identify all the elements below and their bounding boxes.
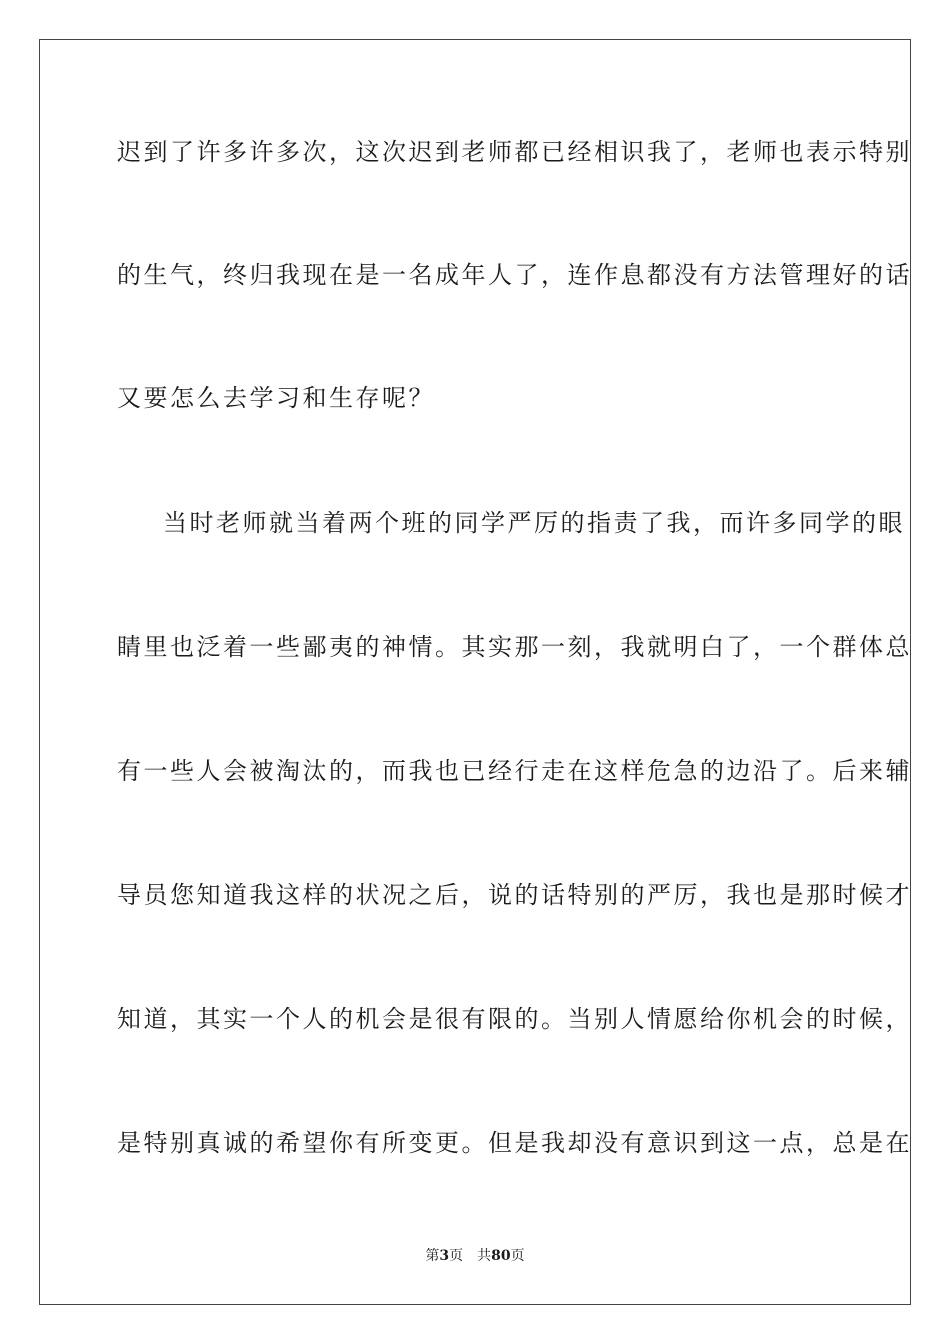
page-prefix: 第 [425, 1248, 440, 1264]
body-line-1: 迟到了许多许多次，这次迟到老师都已经相识我了，老师也表示特别 [117, 138, 912, 166]
page-suffix: 页 [449, 1248, 464, 1264]
body-line-8: 知道，其实一个人的机会是很有限的。当别人情愿给你机会的时候， [117, 1005, 912, 1033]
body-line-4: 当时老师就当着两个班的同学严厉的指责了我，而许多同学的眼 [163, 509, 905, 537]
total-prefix: 共 [477, 1248, 492, 1264]
total-suffix: 页 [510, 1248, 525, 1264]
page-border [39, 39, 911, 1305]
body-line-7: 导员您知道我这样的状况之后，说的话特别的严厉，我也是那时候才 [117, 881, 912, 909]
body-line-2: 的生气，终归我现在是一名成年人了，连作息都没有方法管理好的话 [117, 261, 912, 289]
body-line-9: 是特别真诚的希望你有所变更。但是我却没有意识到这一点，总是在 [117, 1129, 912, 1157]
total-pages: 80 [491, 1248, 511, 1264]
body-line-3: 又要怎么去学习和生存呢？ [117, 384, 435, 412]
body-line-5: 睛里也泛着一些鄙夷的神情。其实那一刻，我就明白了，一个群体总 [117, 633, 912, 661]
page-footer [0, 1247, 950, 1265]
page-number: 3 [439, 1248, 450, 1264]
body-line-6: 有一些人会被淘汰的，而我也已经行走在这样危急的边沿了。后来辅 [117, 757, 912, 785]
